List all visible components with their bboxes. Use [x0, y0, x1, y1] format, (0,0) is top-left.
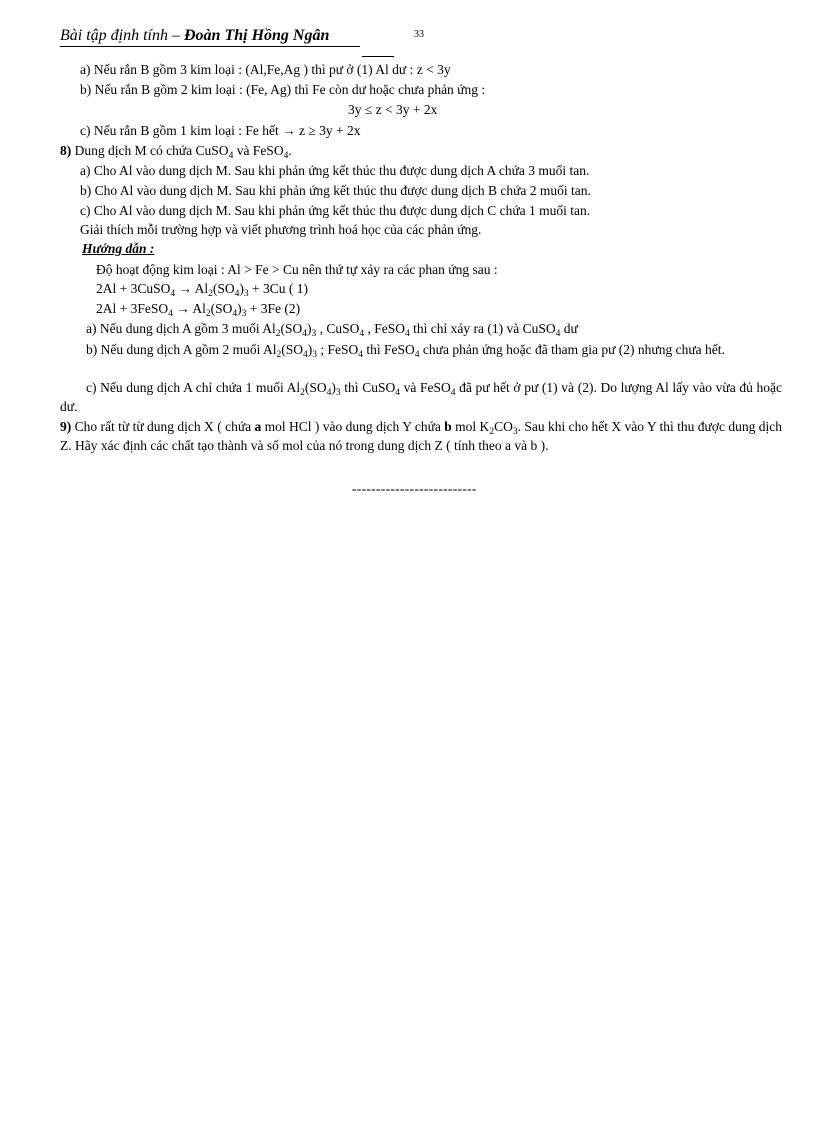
equation-1: 2Al + 3CuSO$_4$ → $Al_2(SO_4)_3 + 3Cu$ ( 1): [96, 281, 309, 299]
equation-2: 2Al + 3FeSO$_4$ → $Al_2(SO_4)_3 + 3Fe$ (2): [96, 301, 301, 319]
guide-case-c: c) Nếu dung dịch A chỉ chứa 1 muối $Al_2(SO_4)_3$ thì CuSO$_4$ và FeSO$_4$ đã pư hết ở pư (1) và (2). Do lượng Al lấy vào vừa đủ hoặc dư.: [60, 380, 782, 414]
overline-mark: [362, 56, 394, 57]
question-8-instruction: Giải thích mỗi trường hợp và viết phương trình hoá học của các phản ứng.: [80, 222, 482, 237]
case-b-condition: 3y ≤ z < 3y + 2x: [348, 102, 438, 117]
case-b-line: b) Nếu rắn B gồm 2 kim loại : (Fe, Ag) thì Fe còn dư hoặc chưa phản ứng :: [80, 82, 486, 97]
guide-case-a: a) Nếu dung dịch A gồm 3 muối $Al_2(SO_4)_3$ , CuSO$_4$ , FeSO$_4$ thì chỉ xảy ra (1) và CuSO$_4$ dư: [86, 321, 578, 339]
question-8b: b) Cho Al vào dung dịch M. Sau khi phản ứng kết thúc thu được dung dịch B chứa 2 muối tan.: [80, 183, 591, 198]
question-9-number: 9): [60, 419, 72, 434]
case-c-line: c) Nếu rắn B gồm 1 kim loại : Fe hết → z ≥ 3y + 2x: [80, 123, 361, 138]
question-8c: c) Cho Al vào dung dịch M. Sau khi phản ứng kết thúc thu được dung dịch C chứa 1 muối tan.: [80, 203, 591, 218]
document-header: [60, 27, 329, 45]
header-underline: [60, 46, 360, 47]
section-separator: --------------------------: [352, 481, 477, 496]
guide-activity-order: Độ hoạt động kim loại : Al > Fe > Cu nên thứ tự xảy ra các phan ứng sau :: [96, 262, 498, 277]
header-author: Đoàn Thị Hồng Ngân: [184, 27, 330, 44]
question-8-title: 8) Dung dịch M có chứa CuSO$_4$ và FeSO$_4$.: [60, 143, 292, 161]
question-8a: a) Cho Al vào dung dịch M. Sau khi phản ứng kết thúc thu được dung dịch A chứa 3 muối tan.: [80, 163, 590, 178]
header-title: Bài tập định tính –: [60, 27, 180, 44]
guide-case-b: b) Nếu dung dịch A gồm 2 muối $Al_2(SO_4)_3$ ; FeSO$_4$ thì FeSO$_4$ chưa phản ứng hoặc đã tham gia pư (2) nhưng chưa hết.: [86, 342, 725, 360]
question-9: 9) Cho rất từ từ dung dịch X ( chứa a mol HCl ) vào dung dịch Y chứa b mol $K_2CO_3$. Sau khi cho hết X vào Y thì thu được dung dịch Z. Hãy xác định các chất tạo thành và số mol của nó trong dung dịch Z ( tính theo a và b ).: [60, 419, 782, 453]
page-number: 33: [414, 29, 424, 40]
case-a-line: a) Nếu rắn B gồm 3 kim loại : (Al,Fe,Ag ) thì pư ở (1) Al dư : z < 3y: [80, 62, 451, 77]
question-8-number: 8): [60, 143, 72, 158]
guide-heading: Hướng dẫn :: [82, 241, 155, 256]
